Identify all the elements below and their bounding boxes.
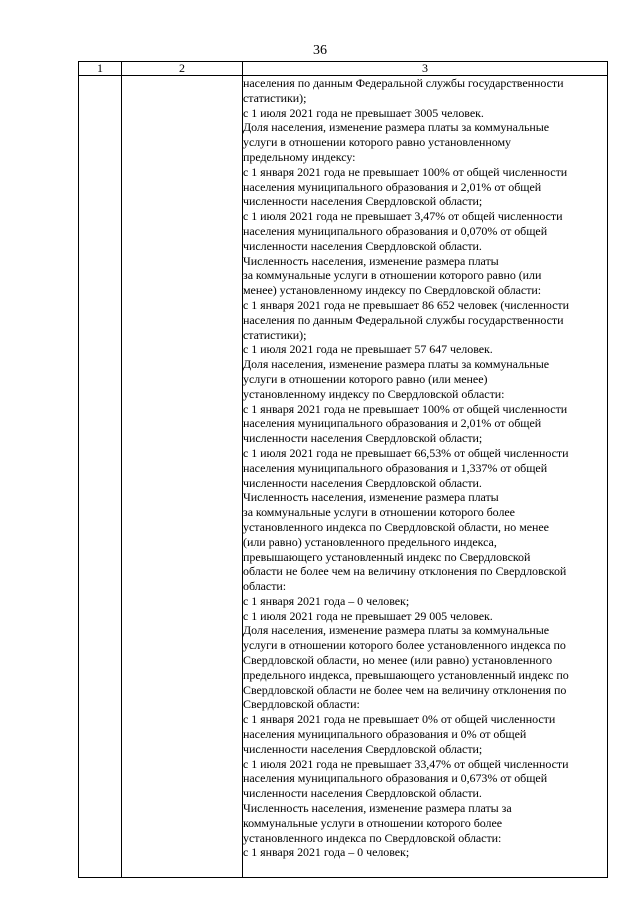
column-header-2: 2 (122, 62, 243, 76)
text-line: предельному индексу: (243, 149, 356, 164)
text-line: населения по данным Федеральной службы государственности (243, 312, 564, 327)
text-line: (или равно) установленного предельного индекса, (243, 534, 497, 549)
text-line: предельного индекса, превышающего установленный индекс по (243, 667, 569, 682)
text-line: Свердловской области, но менее (или равно) установленного (243, 653, 553, 668)
column-header-3: 3 (243, 62, 608, 76)
text-line: Свердловской области: (243, 697, 360, 712)
text-line: с 1 июля 2021 года не превышает 3,47% от общей численности (243, 209, 563, 224)
text-line: коммунальные услуги в отношении которого более (243, 815, 503, 830)
page-number: 36 (313, 43, 327, 58)
column-header-1: 1 (79, 62, 122, 76)
text-line: за коммунальные услуги в отношении которого более (243, 505, 515, 520)
text-line: численности населения Свердловской области; (243, 431, 483, 446)
table-cell-col2 (122, 76, 243, 878)
text-line: превышающего установленный индекс по Свердловской (243, 549, 531, 564)
text-line: численности населения Свердловской области. (243, 786, 482, 801)
text-line: населения муниципального образования и 0,673% от общей (243, 771, 548, 786)
text-line: Доля населения, изменение размера платы за коммунальные (243, 357, 550, 372)
text-line: с 1 января 2021 года – 0 человек; (243, 593, 410, 608)
table-cell-col1 (79, 76, 122, 878)
text-line: населения муниципального образования и 2,01% от общей (243, 179, 542, 194)
text-line: населения муниципального образования и 0% от общей (243, 727, 527, 742)
text-block (243, 76, 607, 860)
text-line: с 1 января 2021 года не превышает 100% от общей численности (243, 401, 568, 416)
text-line: услуги в отношении которого более установленного индекса по (243, 638, 566, 653)
table-row (79, 76, 608, 878)
text-line: населения по данным Федеральной службы государственности (243, 76, 564, 90)
text-line: численности населения Свердловской области; (243, 741, 483, 756)
text-line: Численность населения, изменение размера платы (243, 490, 499, 505)
text-line: с 1 июля 2021 года не превышает 33,47% от общей численности (243, 756, 569, 771)
text-line: услуги в отношении которого равно установленному (243, 135, 511, 150)
text-line: Доля населения, изменение размера платы за коммунальные (243, 623, 550, 638)
text-line: Численность населения, изменение размера платы (243, 253, 499, 268)
text-line: с 1 июля 2021 года не превышает 3005 человек. (243, 105, 484, 120)
text-line: населения муниципального образования и 2,01% от общей (243, 416, 542, 431)
text-line: статистики); (243, 90, 307, 105)
text-line: с 1 января 2021 года не превышает 0% от общей численности (243, 712, 556, 727)
text-line: установленного индекса по Свердловской области: (243, 830, 502, 845)
text-line: с 1 января 2021 года – 0 человек; (243, 845, 410, 860)
text-line: области не более чем на величину отклонения по Свердловской (243, 564, 567, 579)
text-line: с 1 июля 2021 года не превышает 57 647 человек. (243, 342, 493, 357)
text-line: численности населения Свердловской области. (243, 238, 482, 253)
text-line: статистики); (243, 327, 307, 342)
text-line: за коммунальные услуги в отношении которого равно (или (243, 268, 542, 283)
text-line: с 1 января 2021 года не превышает 86 652 человек (численности (243, 297, 569, 312)
table-cell-col3 (243, 76, 608, 878)
text-line: численности населения Свердловской области; (243, 194, 483, 209)
text-line: населения муниципального образования и 1,337% от общей (243, 460, 548, 475)
text-line: менее) установленному индексу по Свердловской области: (243, 283, 542, 298)
text-line: с 1 июля 2021 года не превышает 29 005 человек. (243, 608, 493, 623)
text-line: Свердловской области не более чем на величину отклонения по (243, 682, 567, 697)
text-line: Численность населения, изменение размера платы за (243, 801, 512, 816)
document-table (78, 61, 608, 878)
text-line: населения муниципального образования и 0,070% от общей (243, 223, 548, 238)
text-line: численности населения Свердловской области. (243, 475, 482, 490)
text-line: услуги в отношении которого равно (или менее) (243, 371, 488, 386)
table-header-row (79, 62, 608, 76)
text-line: установленному индексу по Свердловской области: (243, 386, 505, 401)
text-line: с 1 января 2021 года не превышает 100% от общей численности (243, 164, 568, 179)
text-line: с 1 июля 2021 года не превышает 66,53% от общей численности (243, 445, 569, 460)
text-line: области: (243, 579, 287, 594)
text-line: установленного индекса по Свердловской области, но менее (243, 519, 549, 534)
text-line: Доля населения, изменение размера платы за коммунальные (243, 120, 550, 135)
